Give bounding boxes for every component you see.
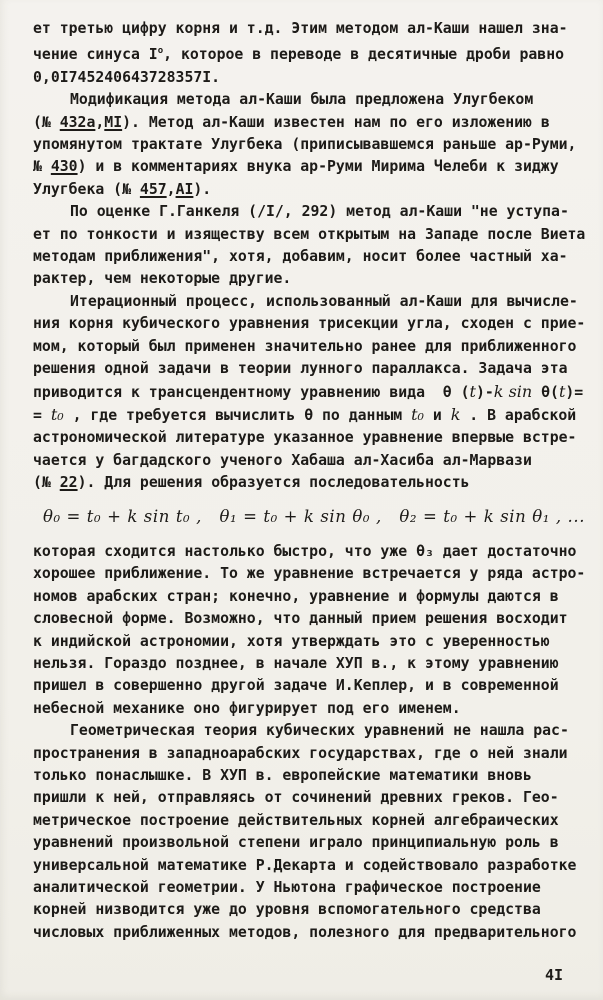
text-line bbox=[33, 563, 595, 585]
text-segment: (№ bbox=[33, 113, 60, 131]
text-segment: ). Метод ал-Каши известен нам по его изложению в bbox=[122, 113, 550, 131]
underlined-reference: АI bbox=[175, 180, 194, 198]
text-line bbox=[33, 765, 595, 787]
text-segment: которая сходится настолько быстро, что уже θ₃ дает достаточно bbox=[33, 542, 577, 560]
math-inline: t bbox=[558, 381, 566, 401]
text-segment: ет по тонкости и изяществу всем открытым на Западе после Виета bbox=[33, 225, 586, 243]
text-segment: приводится к трансцендентному уравнению вида θ ( bbox=[33, 383, 470, 401]
text-segment: пришли к ней, отправляясь от сочинений древних греков. Гео- bbox=[33, 789, 559, 807]
text-line bbox=[33, 224, 595, 246]
text-segment: хорошее приближение. То же уравнение встречается у ряда астро- bbox=[33, 565, 586, 583]
page-number: 4I bbox=[545, 966, 564, 984]
text-segment: и bbox=[423, 406, 451, 424]
text-segment: числовых приближенных методов, полезного для предварительного bbox=[33, 923, 577, 941]
text-segment: корней низводится уже до уровня вспомогательного средства bbox=[33, 901, 541, 919]
text-line bbox=[33, 608, 595, 630]
text-segment: пришел в совершенно другой задаче И.Кеплер, и в современной bbox=[33, 677, 559, 695]
text-segment: Геометрическая теория кубических уравнений не нашла рас- bbox=[70, 722, 569, 740]
text-line bbox=[33, 450, 595, 472]
page-text bbox=[33, 18, 595, 944]
text-segment: , bbox=[95, 113, 105, 131]
text-line bbox=[33, 631, 595, 653]
underlined-reference: 432а bbox=[59, 113, 96, 131]
text-line bbox=[33, 179, 595, 201]
text-segment: № bbox=[33, 158, 51, 176]
text-segment: небесной механике оно фигурирует под его именем. bbox=[33, 699, 461, 717]
text-line bbox=[33, 291, 595, 313]
text-segment: только понаслышке. В ХУП в. европейские математики вновь bbox=[33, 767, 532, 784]
math-inline: θ₀ = t₀ + k sin t₀ , θ₁ = t₀ + k sin θ₀ , θ₂ = t₀ + k sin θ₁ , ... bbox=[42, 506, 586, 526]
text-segment: пространения в западноарабских государствах, где о ней знали bbox=[33, 744, 568, 762]
text-segment: ). bbox=[193, 180, 212, 198]
math-inline: t₀ bbox=[50, 404, 64, 424]
text-segment: ния корня кубического уравнения трисекции угла, сходен с прие- bbox=[33, 315, 586, 333]
text-segment: методам приближения", хотя, добавим, носит более частный ха- bbox=[33, 248, 568, 266]
text-line bbox=[33, 246, 595, 268]
text-segment: 0,0I745240643728357I. bbox=[33, 68, 221, 86]
text-line bbox=[33, 877, 595, 899]
underlined-reference: 457 bbox=[139, 180, 167, 198]
text-segment: ) и в комментариях внука ар-Руми Мирима Челеби к зиджу bbox=[77, 158, 559, 176]
text-line bbox=[33, 268, 595, 290]
text-segment: решения одной задачи в теории лунного параллакса. Задача эта bbox=[33, 360, 568, 378]
text-line bbox=[33, 810, 595, 832]
text-segment: к индийской астрономии, хотя утверждать это с уверенностью bbox=[33, 632, 550, 650]
text-segment: , которое в переводе в десятичные дроби равно bbox=[163, 46, 565, 64]
text-segment: упомянутом трактате Улугбека (приписывавшемся раньше ар-Руми, bbox=[33, 136, 577, 154]
text-line bbox=[33, 832, 595, 854]
text-line bbox=[33, 18, 595, 40]
text-segment: θ( bbox=[532, 383, 559, 401]
text-line bbox=[33, 922, 595, 944]
text-segment: Итерационный процесс, использованный ал-Каши для вычисле- bbox=[70, 292, 578, 310]
text-line bbox=[33, 112, 595, 134]
text-line bbox=[33, 313, 595, 335]
text-line bbox=[33, 720, 595, 742]
text-line bbox=[33, 40, 595, 66]
text-line bbox=[33, 427, 595, 449]
text-line bbox=[33, 541, 595, 563]
text-segment: , где требуется вычислить θ по данным bbox=[63, 406, 412, 424]
text-line bbox=[33, 201, 595, 223]
text-line bbox=[33, 134, 595, 156]
text-segment: , bbox=[166, 180, 176, 198]
text-segment: универсальной математике Р.Декарта и содействовало разработке bbox=[33, 856, 577, 874]
text-segment: . В арабской bbox=[460, 406, 577, 424]
text-line bbox=[33, 404, 595, 427]
text-segment: мом, который был применен значительно ранее для приближенного bbox=[33, 337, 577, 355]
text-line bbox=[33, 743, 595, 765]
text-segment: уравнений произвольной степени играло принципиальную роль в bbox=[33, 834, 559, 852]
text-segment: чается у багдадского ученого Хабаша ал-Хасиба ал-Марвази bbox=[33, 451, 532, 469]
text-segment: )- bbox=[475, 383, 494, 401]
text-segment: ). Для решения образуется последовательность bbox=[77, 474, 470, 492]
underlined-reference: 22 bbox=[59, 474, 78, 492]
text-line bbox=[33, 67, 595, 89]
text-segment: ет третью цифру корня и т.д. Этим методом ал-Каши нашел зна- bbox=[33, 20, 568, 37]
text-line bbox=[33, 89, 595, 111]
text-line bbox=[33, 381, 595, 404]
text-line bbox=[33, 899, 595, 921]
text-segment: Модификация метода ал-Каши была предложена Улугбеком bbox=[70, 91, 534, 109]
text-line bbox=[33, 336, 595, 358]
text-line bbox=[33, 855, 595, 877]
text-line bbox=[33, 156, 595, 178]
formula-line bbox=[33, 506, 595, 529]
text-segment: астрономической литературе указанное уравнение впервые встре- bbox=[33, 429, 577, 447]
text-segment: словесной форме. Возможно, что данный прием решения восходит bbox=[33, 610, 568, 628]
text-segment: )= bbox=[565, 383, 584, 401]
text-segment: номов арабских стран; конечно, уравнение и формулы даются в bbox=[33, 587, 559, 605]
text-segment: (№ bbox=[33, 474, 60, 492]
text-segment: Улугбека (№ bbox=[33, 180, 140, 198]
text-line bbox=[33, 698, 595, 720]
underlined-reference: МI bbox=[104, 113, 123, 131]
text-segment: = bbox=[33, 406, 51, 424]
math-inline: k bbox=[450, 404, 461, 424]
text-line bbox=[33, 675, 595, 697]
math-inline: t₀ bbox=[411, 404, 424, 424]
text-line bbox=[33, 787, 595, 809]
math-inline: k sin bbox=[493, 381, 533, 401]
text-segment: аналитической геометрии. У Ньютона графическое построение bbox=[33, 879, 541, 897]
superscript-text: o bbox=[157, 46, 164, 57]
text-segment: нельзя. Гораздо позднее, в начале ХУП в., к этому уравнению bbox=[33, 654, 559, 672]
text-segment: По оценке Г.Ганкеля (/I/, 292) метод ал-Каши "не уступа- bbox=[70, 203, 569, 221]
text-segment: чение синуса I bbox=[33, 46, 158, 64]
text-segment: метрическое построение действительных корней алгебраических bbox=[33, 811, 559, 829]
underlined-reference: 430 bbox=[50, 158, 78, 176]
text-line bbox=[33, 653, 595, 675]
math-inline: t bbox=[469, 381, 476, 401]
text-line bbox=[33, 358, 595, 380]
text-segment: рактер, чем некоторые другие. bbox=[33, 270, 292, 288]
text-line bbox=[33, 586, 595, 608]
text-line bbox=[33, 472, 595, 494]
